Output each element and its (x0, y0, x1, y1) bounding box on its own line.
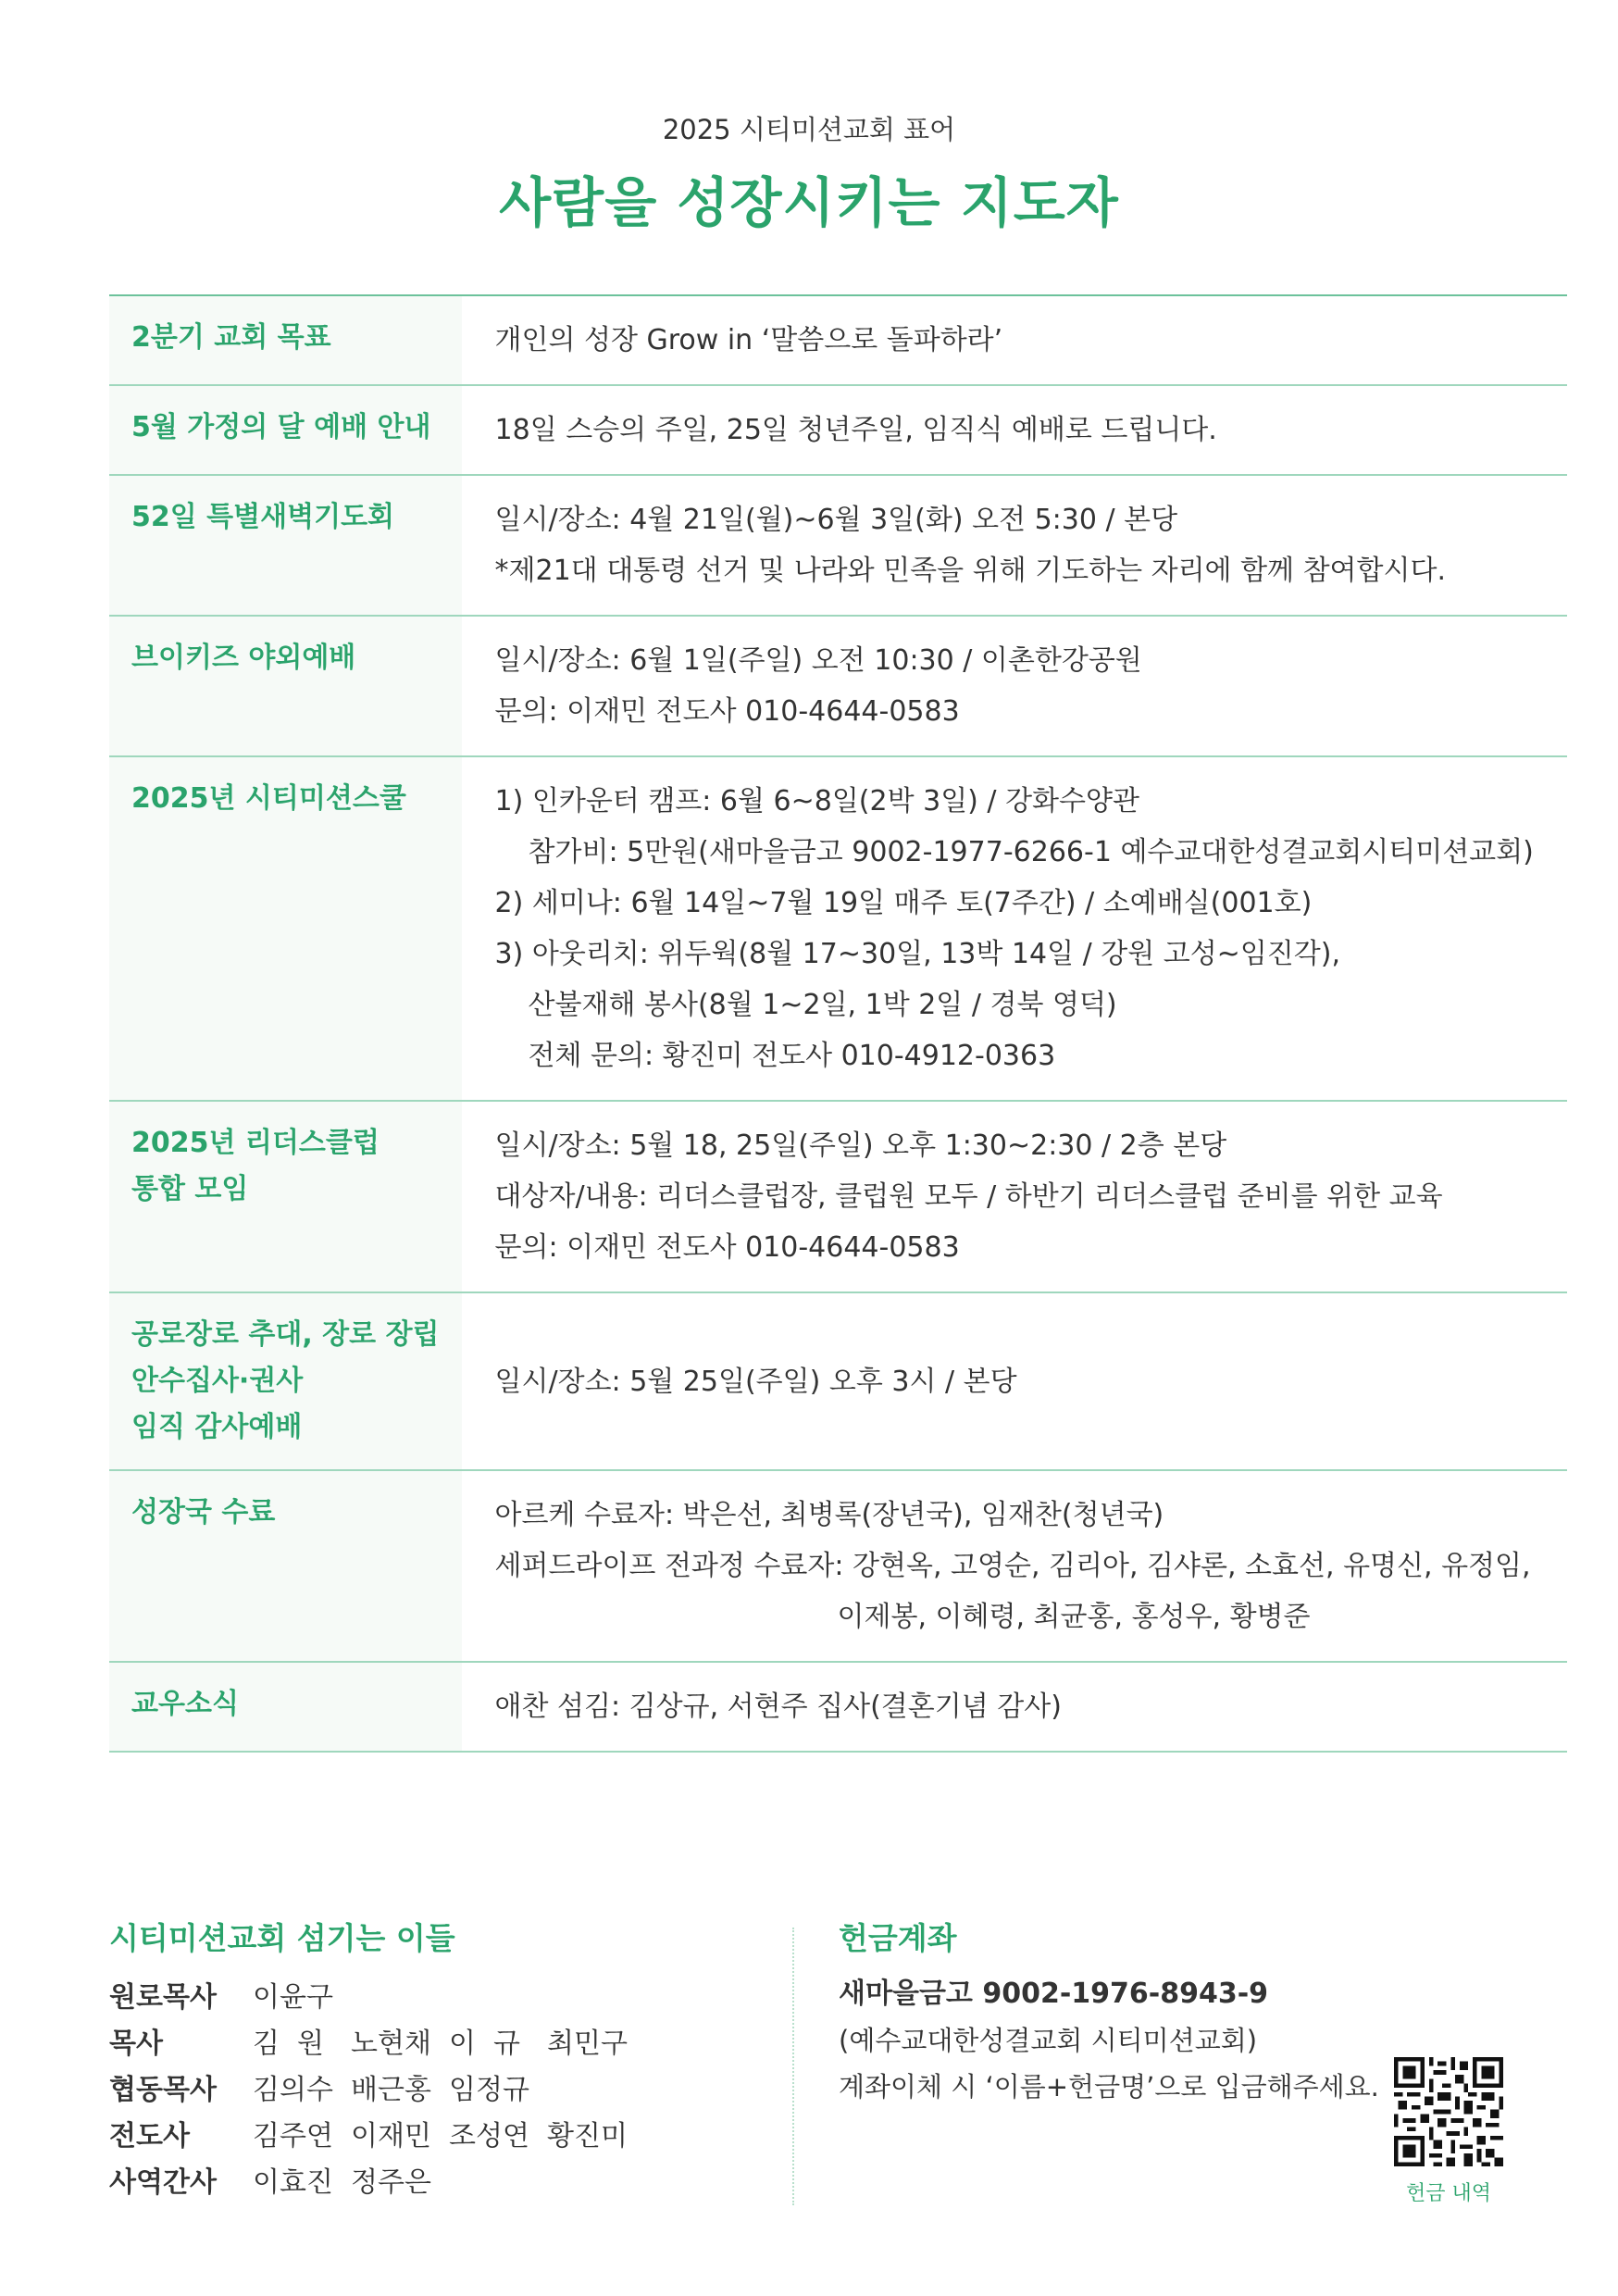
offering-heading: 헌금계좌 (839, 1920, 957, 1956)
announcement-table (109, 294, 1567, 1753)
bank-account: 새마을금고 9002-1976-8943-9 (839, 1978, 1269, 2010)
staff-name: 노현채 (351, 2028, 431, 2060)
row-value: 개인의 성장 Grow in ‘말씀으로 돌파하라’ (462, 295, 1567, 385)
table-row (109, 756, 1567, 1101)
table-row (109, 295, 1567, 385)
staff-role: 목사 (109, 2028, 163, 2060)
table-row (109, 1101, 1567, 1292)
staff-name: 정주은 (351, 2166, 431, 2199)
table-row (109, 385, 1567, 475)
row-value: 18일 스승의 주일, 25일 청년주일, 임직식 예배로 드립니다. (462, 385, 1567, 475)
qr-caption: 헌금 내역 (1405, 2182, 1491, 2205)
staff-row (109, 2160, 757, 2206)
row-label: 2분기 교회 목표 (109, 295, 462, 385)
row-value: 아르케 수료자: 박은선, 최병록(장년국), 임재찬(청년국) 세퍼드라이프 전과정 수료자: 강현옥, 고영순, 김리아, 김샤론, 소효선, 유명신, 유정임, 이제봉, 이혜령, 최균홍, 홍성우, 황병준 (462, 1470, 1567, 1662)
staff-name: 이윤구 (253, 1981, 333, 2014)
staff-row (109, 2114, 757, 2160)
row-label: 2025년 리더스클럽 통합 모임 (109, 1101, 462, 1292)
staff-name: 이재민 (351, 2120, 431, 2152)
staff-name: 이 규 (449, 2028, 521, 2060)
staff-name: 이효진 (253, 2166, 333, 2199)
table-row (109, 1470, 1567, 1662)
staff-name: 김 원 (253, 2028, 325, 2060)
table-row (109, 1662, 1567, 1752)
staff-section (109, 1915, 757, 2206)
staff-role: 협동목사 (109, 2074, 217, 2106)
staff-heading: 시티미션교회 섬기는 이들 (109, 1920, 455, 1956)
row-label: 공로장로 추대, 장로 장립 안수집사·권사 임직 감사예배 (109, 1292, 462, 1470)
qr-code-icon[interactable] (1394, 2057, 1503, 2166)
row-label: 52일 특별새벽기도회 (109, 475, 462, 616)
staff-row (109, 2021, 757, 2067)
row-label: 2025년 시티미션스쿨 (109, 756, 462, 1101)
staff-name: 조성연 (449, 2120, 529, 2152)
staff-role: 전도사 (109, 2120, 190, 2152)
row-label: 브이키즈 야외예배 (109, 616, 462, 756)
staff-role: 사역간사 (109, 2166, 217, 2199)
staff-row (109, 1975, 757, 2021)
row-value: 애찬 섬김: 김상규, 서현주 집사(결혼기념 감사) (462, 1662, 1567, 1752)
row-value: 일시/장소: 5월 18, 25일(주일) 오후 1:30~2:30 / 2층 본당 대상자/내용: 리더스클럽장, 클럽원 모두 / 하반기 리더스클럽 준비를 위한 교육 문의: 이재민 전도사 010-4644-0583 (462, 1101, 1567, 1292)
staff-name: 최민구 (547, 2028, 628, 2060)
row-value: 일시/장소: 4월 21일(월)~6월 3일(화) 오전 5:30 / 본당 *제21대 대통령 선거 및 나라와 민족을 위해 기도하는 자리에 함께 참여합시다. (462, 475, 1567, 616)
row-value: 일시/장소: 6월 1일(주일) 오전 10:30 / 이촌한강공원 문의: 이재민 전도사 010-4644-0583 (462, 616, 1567, 756)
staff-name: 김의수 (253, 2074, 333, 2106)
staff-role: 원로목사 (109, 1981, 217, 2014)
page-title: 사람을 성장시키는 지도자 (499, 171, 1119, 234)
row-value: 일시/장소: 5월 25일(주일) 오후 3시 / 본당 (462, 1292, 1567, 1470)
row-label: 교우소식 (109, 1662, 462, 1752)
staff-name: 임정규 (449, 2074, 529, 2106)
table-row (109, 475, 1567, 616)
account-holder: (예수교대한성결교회 시티미션교회) (839, 2025, 1258, 2056)
row-label: 5월 가정의 달 예배 안내 (109, 385, 462, 475)
row-label: 성장국 수료 (109, 1470, 462, 1662)
staff-name: 황진미 (547, 2120, 628, 2152)
footer-divider (792, 1928, 794, 2205)
staff-row (109, 2067, 757, 2114)
motto-subtitle: 2025 시티미션교회 표어 (662, 114, 956, 145)
transfer-note: 계좌이체 시 ‘이름+헌금명’으로 입금해주세요. (839, 2071, 1379, 2103)
row-value: 1) 인카운터 캠프: 6월 6~8일(2박 3일) / 강화수양관 참가비: 5만원(새마을금고 9002-1977-6266-1 예수교대한성결교회시티미션교회) 2) 세미나: 6월 14일~7월 19일 매주 토(7주간) / 소예배실(001호) 3) 아웃리치: 위두웍(8월 17~30일, 13박 14일 / 강원 고성~임진각), 산불재해 봉사(8월 1~2일, 1박 2일 / 경북 영덕) 전체 문의: 황진미 전도사 010-4912-0363 (462, 756, 1567, 1101)
staff-name: 배근홍 (351, 2074, 431, 2106)
staff-name: 김주연 (253, 2120, 333, 2152)
table-row (109, 616, 1567, 756)
table-row (109, 1292, 1567, 1470)
